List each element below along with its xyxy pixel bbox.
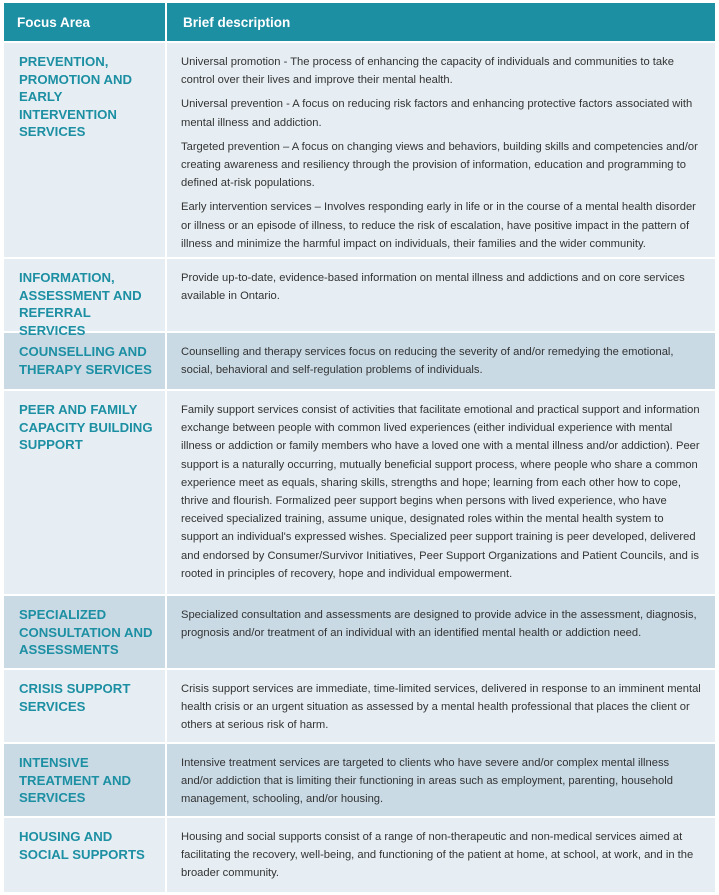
- description-paragraph: Provide up-to-date, evidence-based information on mental illness and addictions and on core services available in Ontario.: [181, 272, 685, 303]
- focus-area-cell: CRISIS SUPPORT SERVICES: [19, 681, 131, 714]
- description-cell: [165, 670, 715, 742]
- focus-area-cell: COUNSELLING AND THERAPY SERVICES: [19, 344, 152, 377]
- table-row: [4, 818, 715, 894]
- focus-area-cell: PEER AND FAMILY CAPACITY BUILDING SUPPORT: [19, 402, 153, 452]
- header-brief-description: Brief description: [165, 3, 715, 41]
- description-paragraph: Crisis support services are immediate, time-limited services, delivered in response to an imminent mental health crisis or an urgent situation as assessed by a mental health professional that places the client or others at serious risk of harm.: [181, 683, 701, 732]
- focus-area-cell: INFORMATION, ASSESSMENT AND REFERRAL SERVICES: [19, 270, 142, 338]
- focus-area-cell: PREVENTION, PROMOTION AND EARLY INTERVENTION SERVICES: [19, 54, 133, 139]
- description-cell: [165, 391, 715, 594]
- description-cell: [165, 818, 715, 892]
- focus-area-cell: INTENSIVE TREATMENT AND SERVICES: [19, 755, 132, 805]
- header-focus-area: Focus Area: [17, 14, 91, 30]
- description-paragraph: Specialized consultation and assessments are designed to provide advice in the assessment, diagnosis, prognosis and/or treatment of an individual with an identified mental health or addiction need.: [181, 609, 697, 640]
- description-paragraph: Universal promotion - The process of enhancing the capacity of individuals and communities to take control over their lives and improve their mental health.: [181, 56, 674, 87]
- description-paragraph: Targeted prevention – A focus on changing views and behaviors, building skills and competencies and/or creating awareness and resiliency through the provision of information, education and programming to defined at-risk populations.: [181, 140, 698, 190]
- description-cell: [165, 333, 715, 389]
- description-paragraph: Housing and social supports consist of a range of non-therapeutic and non-medical services aimed at facilitating the recovery, well-being, and functioning of the patient at home, at school, at work, and in the broader community.: [181, 831, 694, 880]
- description-paragraph: Intensive treatment services are targeted to clients who have severe and/or complex mental illness and/or addiction that is limiting their functioning in areas such as employment, parenting, household management, schooling, and/or housing.: [181, 757, 673, 806]
- table-row: [4, 43, 715, 259]
- table-row: [4, 744, 715, 818]
- focus-area-cell: HOUSING AND SOCIAL SUPPORTS: [19, 829, 145, 862]
- focus-area-table: [4, 3, 715, 894]
- table-row: [4, 596, 715, 670]
- description-cell: [165, 259, 715, 331]
- description-cell: [165, 596, 715, 668]
- description-paragraph: Early intervention services – Involves responding early in life or in the course of a mental health disorder or illness or an episode of illness, to reduce the risk of escalation, have positive impact in the pattern of illness and minimize the harmful impact on individuals, their families and the wider community.: [181, 201, 696, 250]
- description-paragraph: Universal prevention - A focus on reducing risk factors and enhancing protective factors associated with mental illness and addiction.: [181, 98, 693, 129]
- table-row: [4, 670, 715, 744]
- description-cell: [165, 744, 715, 816]
- focus-area-cell: SPECIALIZED CONSULTATION AND ASSESSMENTS: [19, 607, 153, 657]
- description-paragraph: Family support services consist of activities that facilitate emotional and practical support and information exchange between people with common lived experiences (either individual experience with mental illness or addiction or family members who have a loved one with a mental illness and/or addiction). Peer support is a naturally occurring, mutually beneficial support process, where people who share a common experience meet as equals, sharing skills, strengths and hope; learning from each other how to cope, thrive and flourish. Formalized peer support begins when persons with lived experience, who have received specialized training, assume unique, designated roles within the mental health system to support an individual's expressed wishes. Specialized peer support training is peer developed, delivered and endorsed by Consumer/Survivor Initiatives, Peer Support Organizations and Patient Councils, and is rooted in principles of recovery, hope and individual empowerment.: [181, 404, 700, 580]
- description-paragraph: Counselling and therapy services focus on reducing the severity of and/or remedying the emotional, social, behavioral and self-regulation problems of individuals.: [181, 346, 674, 377]
- description-cell: [165, 43, 715, 257]
- table-row: [4, 391, 715, 596]
- table-row: [4, 333, 715, 391]
- table-header: [4, 3, 715, 43]
- table-row: [4, 259, 715, 338]
